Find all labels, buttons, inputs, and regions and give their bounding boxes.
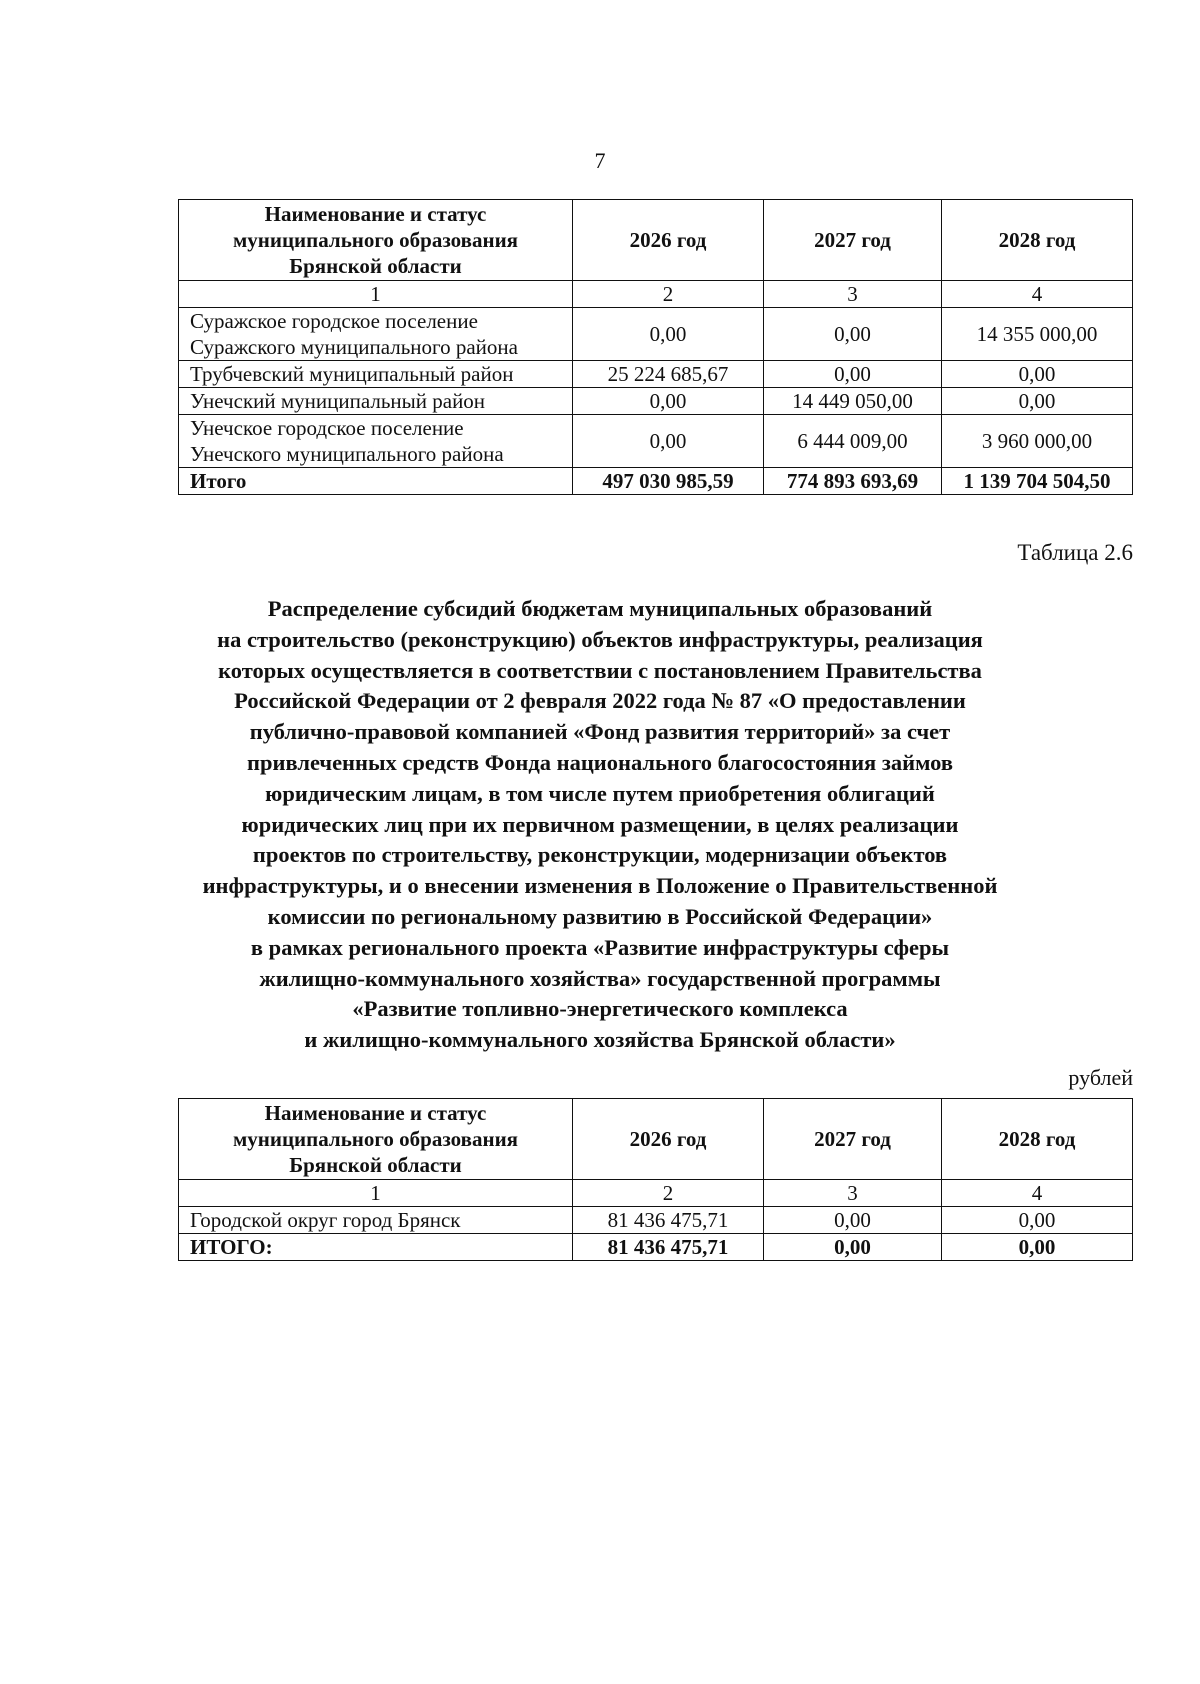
heading-line: и жилищно-коммунального хозяйства Брянской области» [304,1027,896,1053]
value-2028: 0,00 [942,361,1133,388]
column-number: 2 [573,281,764,308]
total-2028: 1 139 704 504,50 [942,468,1133,495]
heading-line: привлеченных средств Фонда национального благосостояния займов [247,749,953,775]
column-number: 4 [942,1180,1133,1207]
total-row [179,1234,1133,1261]
header-line: Наименование и статус [264,202,487,226]
total-2026: 81 436 475,71 [573,1234,764,1261]
subsidy-table-2-6 [178,1098,1133,1261]
value-2027: 14 449 050,00 [764,388,942,415]
municipality-name: Трубчевский муниципальный район [179,361,573,388]
header-line: Брянской области [289,254,462,278]
header-year-2026: 2026 год [573,200,764,281]
subsidy-table-continued [178,199,1133,495]
heading-line: в рамках регионального проекта «Развитие инфраструктуры сферы [250,934,950,960]
table-row [179,388,1133,415]
column-number: 1 [179,281,573,308]
municipality-name [179,415,573,468]
page-number: 7 [594,148,606,173]
value-2028: 3 960 000,00 [942,415,1133,468]
column-number-row [179,281,1133,308]
table-header-row [179,1099,1133,1180]
table-heading [150,594,1050,1056]
column-number: 3 [764,281,942,308]
total-2026: 497 030 985,59 [573,468,764,495]
heading-line: юридическим лицам, в том числе путем приобретения облигаций [265,780,935,806]
heading-line: которых осуществляется в соответствии с постановлением Правительства [218,657,982,683]
heading-line: жилищно-коммунального хозяйства» государственной программы [259,965,941,991]
value-2027: 0,00 [764,308,942,361]
header-municipality [179,1099,573,1180]
value-2026: 81 436 475,71 [573,1207,764,1234]
header-year-2027: 2027 год [764,1099,942,1180]
value-2028: 14 355 000,00 [942,308,1133,361]
total-2027: 0,00 [764,1234,942,1261]
municipality-name: Городской округ город Брянск [179,1207,573,1234]
table-header-row [179,200,1133,281]
value-2027: 0,00 [764,1207,942,1234]
name-line: Суражского муниципального района [190,335,518,359]
name-line: Унечское городское поселение [190,416,464,440]
value-2026: 0,00 [573,415,764,468]
total-row [179,468,1133,495]
value-2026: 0,00 [573,388,764,415]
header-year-2028: 2028 год [942,1099,1133,1180]
value-2026: 25 224 685,67 [573,361,764,388]
heading-line: «Развитие топливно-энергетического комплекса [352,996,848,1022]
table-row [179,361,1133,388]
total-label: ИТОГО: [179,1234,573,1261]
heading-line: комиссии по региональному развитию в Российской Федерации» [267,903,933,929]
header-year-2027: 2027 год [764,200,942,281]
heading-line: Российской Федерации от 2 февраля 2022 года № 87 «О предоставлении [234,688,966,714]
value-2028: 0,00 [942,388,1133,415]
header-line: муниципального образования [232,1127,519,1151]
column-number: 4 [942,281,1133,308]
table-row [179,415,1133,468]
municipality-name [179,308,573,361]
heading-line: юридических лиц при их первичном размещении, в целях реализации [241,811,959,837]
header-year-2028: 2028 год [942,200,1133,281]
column-number-row [179,1180,1133,1207]
header-line: Брянской области [289,1153,462,1177]
total-2028: 0,00 [942,1234,1133,1261]
value-2026: 0,00 [573,308,764,361]
column-number: 3 [764,1180,942,1207]
column-number: 1 [179,1180,573,1207]
column-number: 2 [573,1180,764,1207]
name-line: Унечского муниципального района [190,442,504,466]
value-2027: 0,00 [764,361,942,388]
table-caption: Таблица 2.6 [1017,540,1133,565]
heading-line: публично-правовой компанией «Фонд развития территорий» за счет [249,719,951,745]
heading-line: проектов по строительству, реконструкции, модернизации объектов [252,842,948,868]
value-2028: 0,00 [942,1207,1133,1234]
header-year-2026: 2026 год [573,1099,764,1180]
units-label: рублей [1068,1065,1133,1090]
table-row [179,1207,1133,1234]
total-label: Итого [179,468,573,495]
heading-line: на строительство (реконструкцию) объектов инфраструктуры, реализация [217,626,983,652]
total-2027: 774 893 693,69 [764,468,942,495]
header-line: Наименование и статус [264,1101,487,1125]
header-municipality [179,200,573,281]
header-line: муниципального образования [232,228,519,252]
name-line: Суражское городское поселение [190,309,478,333]
heading-line: Распределение субсидий бюджетам муниципальных образований [267,596,933,621]
table-row [179,308,1133,361]
heading-line: инфраструктуры, и о внесении изменения в Положение о Правительственной [202,873,998,899]
value-2027: 6 444 009,00 [764,415,942,468]
municipality-name: Унечский муниципальный район [179,388,573,415]
